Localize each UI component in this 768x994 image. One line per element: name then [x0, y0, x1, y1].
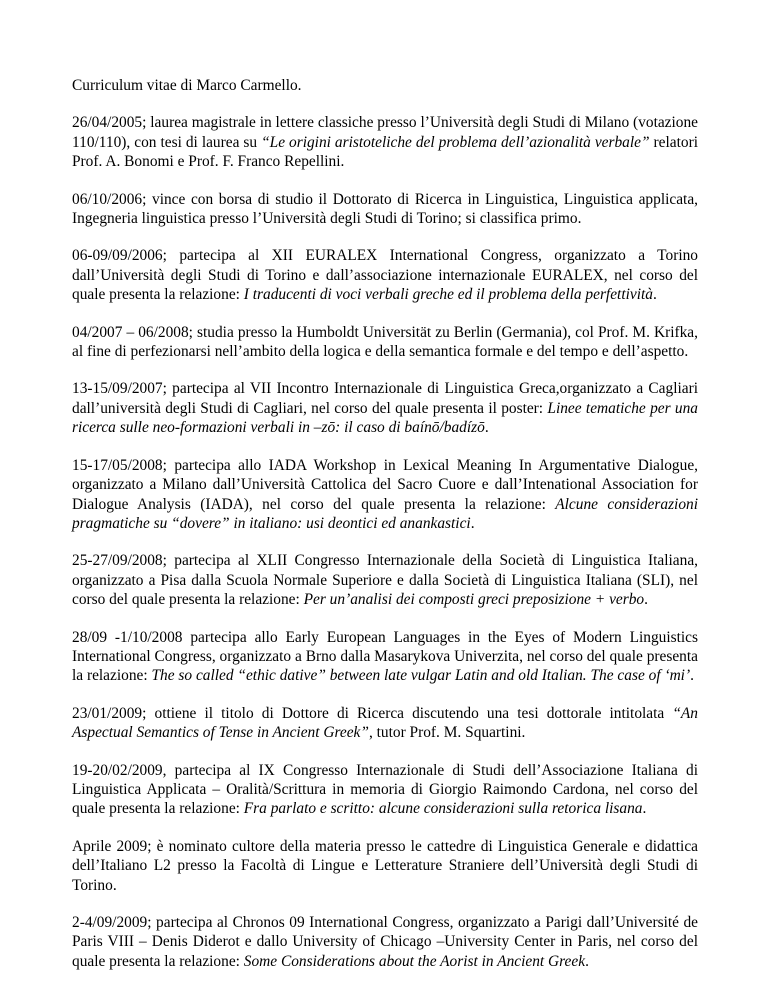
cv-entry	[72, 704, 698, 743]
entry-italic-text: Fra parlato e scritto: alcune considerazioni sulla retorica lisana	[243, 800, 643, 818]
entry-italic-text: “An Aspectual Semantics of Tense in Ancient Greek”	[72, 704, 698, 742]
entry-text-end: .	[652, 286, 657, 304]
cv-entry	[72, 323, 698, 362]
cv-entry	[72, 628, 698, 686]
entry-text: 26/04/2005; laurea magistrale in lettere classiche presso l’Università degli Studi di Milano (votazione 110/110), con tesi di laurea su	[72, 114, 698, 151]
entry-text-end: .	[642, 800, 647, 818]
entry-italic-text: “Le origini aristoteliche del problema dell’azionalità verbale”	[261, 133, 650, 151]
entry-text: 06/10/2006; vince con borsa di studio il Dottorato di Ricerca in Linguistica, Linguistica applicata, Ingegneria linguistica presso l’Università degli Studi di Torino; si classifica primo.	[72, 190, 698, 228]
entry-text: 04/2007 – 06/2008; studia presso la Humboldt Universität zu Berlin (Germania), col Prof. M. Krifka, al fine di perfezionarsi nell’ambito della logica e della semantica formale e del tempo e dell’aspetto.	[72, 323, 698, 361]
cv-entry	[72, 456, 698, 534]
entry-italic-text: Linee tematiche per una ricerca sulle neo-formazioni verbali in –zō: il caso di baínō/badízō	[72, 399, 698, 437]
entry-italic-text: I traducenti di voci verbali greche ed il problema della perfettività	[243, 286, 653, 304]
entry-text: Aprile 2009; è nominato cultore della materia presso le cattedre di Linguistica Generale e didattica dell’Italiano L2 presso la Facoltà di Lingue e Letterature Straniere dell’Università degli Studi di Torino.	[72, 837, 698, 894]
cv-entry	[72, 379, 698, 437]
cv-entry	[72, 761, 698, 819]
entry-italic-text: Alcune considerazioni pragmatiche su “dovere” in italiano: usi deontici ed anankastici	[72, 495, 699, 532]
entry-italic-text: Per un’analisi dei composti greci preposizione + verbo	[303, 591, 645, 609]
entry-text-end: , tutor Prof. M. Squartini.	[368, 724, 526, 742]
cv-entry	[72, 190, 698, 229]
entry-text: 15-17/05/2008; partecipa allo IADA Workshop in Lexical Meaning In Argumentative Dialogue, organizzato a Milano dall’Università Cattolica del Sacro Cuore e dall’Intenational Association for Dialogue Analysis (IADA), nel corso del quale presenta la relazione:	[72, 456, 698, 513]
entry-text: 25-27/09/2008; partecipa al XLII Congresso Internazionale della Società di Linguistica Italiana, organizzato a Pisa dalla Scuola Normale Superiore e dalla Società di Linguistica Italiana (SLI), nel corso del quale presenta la relazione:	[72, 552, 698, 609]
entry-text-end: .	[484, 419, 489, 437]
entry-text: 13-15/09/2007; partecipa al VII Incontro Internazionale di Linguistica Greca,organizzato a Cagliari dall’università degli Studi di Cagliari, nel corso del quale presenta il poster:	[72, 380, 698, 417]
entry-text-end: .	[690, 667, 694, 685]
entry-italic-text: The so called “ethic dative” between late vulgar Latin and old Italian. The case of ‘mi’	[151, 667, 691, 685]
entry-text-end: .	[585, 952, 589, 970]
entry-text: 28/09 -1/10/2008 partecipa allo Early European Languages in the Eyes of Modern Linguistics International Congress, organizzato a Brno dalla Masarykova Univerzita, nel corso del quale presenta la relazione:	[72, 628, 698, 685]
entry-text-end: .	[644, 591, 648, 609]
cv-entry	[72, 246, 698, 304]
cv-entry	[72, 913, 698, 971]
entry-text-end: relatori Prof. A. Bonomi e Prof. F. Franco Repellini.	[72, 133, 698, 171]
entry-text: 2-4/09/2009; partecipa al Chronos 09 International Congress, organizzato a Parigi dall’Université de Paris VIII – Denis Diderot e dallo University of Chicago –University Center in Paris, nel corso del quale presenta la relazione:	[72, 914, 698, 970]
cv-entry	[72, 837, 698, 895]
entry-italic-text: Some Considerations about the Aorist in Ancient Greek	[243, 952, 586, 970]
entry-text: 19-20/02/2009, partecipa al IX Congresso Internazionale di Studi dell’Associazione Italiana di Linguistica Applicata – Oralità/Scrittura in memoria di Giorgio Raimondo Cardona, nel corso del quale presenta la relazione:	[72, 761, 698, 818]
entry-text-end: .	[470, 514, 475, 532]
document-title: Curriculum vitae di Marco Carmello.	[72, 77, 302, 94]
cv-entry	[72, 551, 698, 609]
cv-entry	[72, 113, 698, 171]
entry-text: 06-09/09/2006; partecipa al XII EURALEX International Congress, organizzato a Torino dall’Università degli Studi di Torino e dall’associazione internazionale EURALEX, nel corso del quale presenta la relazione:	[72, 247, 698, 304]
entry-text: 23/01/2009; ottiene il titolo di Dottore di Ricerca discutendo una tesi dottorale intitolata	[72, 704, 673, 722]
